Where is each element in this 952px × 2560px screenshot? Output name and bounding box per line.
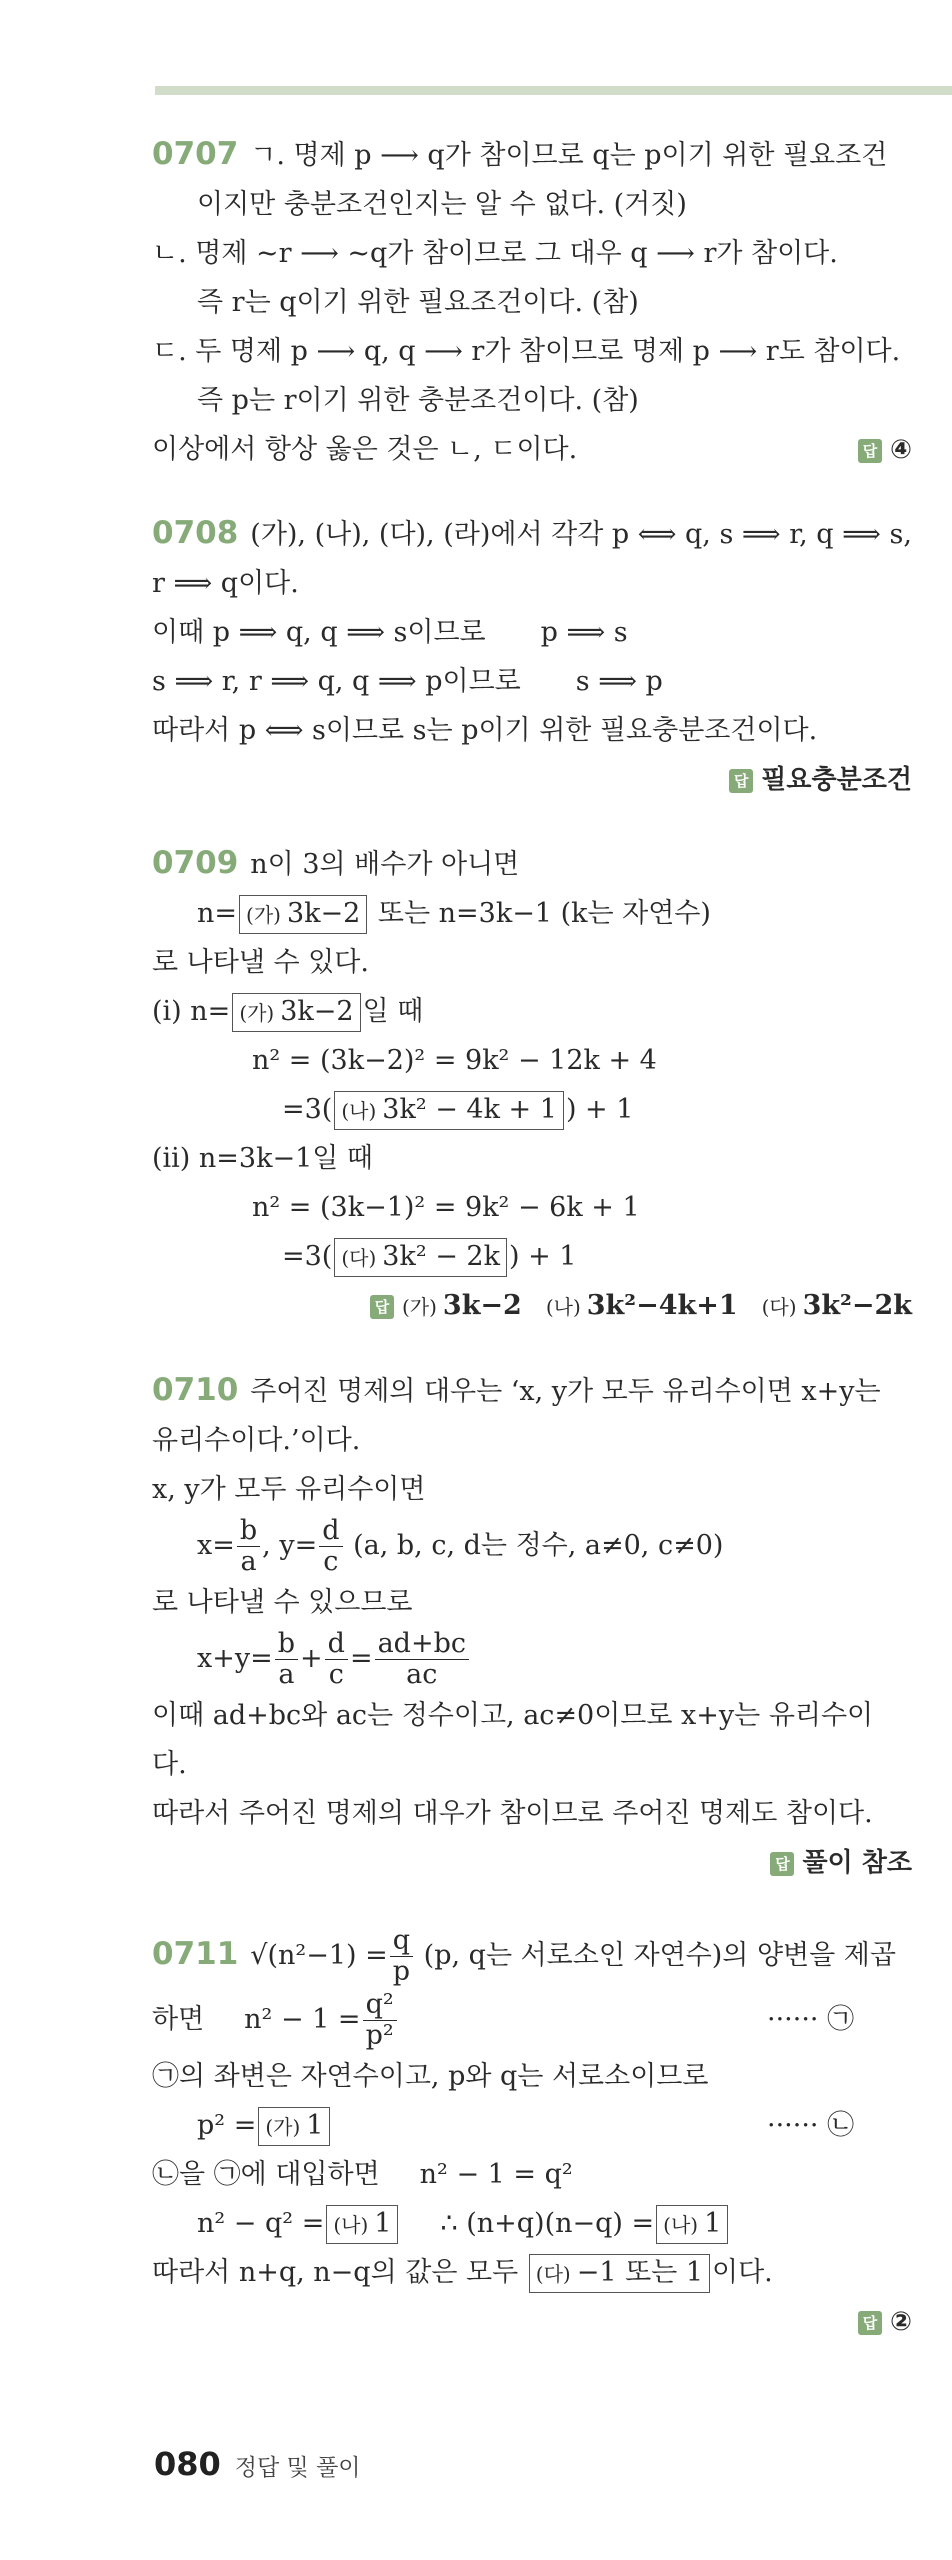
- fraction: $\frac{d}{c}$: [319, 1516, 342, 1577]
- answer-value: 3k²−2k: [802, 1290, 912, 1321]
- conclusion: p ⟹ s: [540, 617, 628, 648]
- problem-number: 0707: [152, 136, 239, 172]
- solutions-content: [152, 130, 912, 2347]
- blank-label: (다): [341, 1246, 377, 1270]
- equation-marker-2: ······ ㉡: [767, 2110, 855, 2141]
- footer-title: 정답 및 풀이: [234, 2455, 361, 2481]
- text-line: 로 나타낼 수 있다.: [152, 947, 369, 978]
- answer-0709: [152, 1281, 912, 1332]
- answer-value: ④: [889, 435, 912, 465]
- blank-box-na: (나) 1: [656, 2205, 728, 2244]
- text-line: 즉 p는 r이기 위한 충분조건이다. (참): [197, 385, 639, 416]
- fraction: $\frac{ad+bc}{ac}$: [375, 1629, 469, 1690]
- text-line: 다.: [152, 1749, 187, 1780]
- blank-box-na: (나) 1: [326, 2205, 398, 2244]
- equation-marker-1: ······ ㉠: [767, 2004, 855, 2035]
- blank-value: 3k² − 2k: [382, 1241, 500, 1272]
- blank-box-da: (다) −1 또는 1: [529, 2254, 710, 2293]
- math-text: (i) n=: [152, 996, 231, 1027]
- math-text: n² − 1 = q²: [419, 2159, 573, 2190]
- operator: =: [349, 1643, 373, 1674]
- text-line: r ⟹ q이다.: [152, 568, 299, 599]
- math-text: ∴ (n+q)(n−q) =: [440, 2208, 655, 2239]
- equation: n² = (3k−1)² = 9k² − 6k + 1: [252, 1192, 640, 1223]
- text-line: 이때 p ⟹ q, q ⟹ s이므로: [152, 617, 486, 648]
- math-text: n² − q² =: [197, 2208, 325, 2239]
- answer-0710: [152, 1838, 912, 1888]
- answer-0707: [858, 425, 912, 475]
- math-text: x+y=: [197, 1643, 273, 1674]
- math-text: 일 때: [362, 996, 424, 1027]
- text-line: 즉 r는 q이기 위한 필요조건이다. (참): [197, 287, 639, 318]
- blank-box-da: [334, 1238, 507, 1277]
- problem-number: 0709: [152, 845, 239, 881]
- math-text: =3(: [282, 1094, 333, 1125]
- page-number: 080: [154, 2445, 221, 2483]
- fraction: $\frac{d}{c}$: [325, 1629, 348, 1690]
- math-text: 이다.: [712, 2257, 773, 2288]
- text-line: x, y가 모두 유리수이면: [152, 1474, 426, 1505]
- math-text: =3(: [282, 1241, 333, 1272]
- text-line: ㉠의 좌변은 자연수이고, p와 q는 서로소이므로: [152, 2061, 709, 2092]
- fraction: $\frac{\text{q²}}{\text{p²}}$: [363, 1990, 397, 2051]
- math-text: (a, b, c, d는 정수, a≠0, c≠0): [353, 1530, 724, 1561]
- blank-label: (가): [239, 1001, 275, 1025]
- text-line: 따라서 주어진 명제의 대우가 참이므로 주어진 명제도 참이다.: [152, 1798, 873, 1829]
- text-line: 주어진 명제의 대우는 ‘x, y가 모두 유리수이면 x+y는: [250, 1376, 881, 1407]
- text-line: (가), (나), (다), (라)에서 각각 p ⟺ q, s ⟹ r, q ⟹ s,: [250, 519, 912, 550]
- blank-box-na: [334, 1091, 564, 1130]
- math-text: p² =: [197, 2110, 257, 2141]
- blank-label: (가): [246, 903, 281, 927]
- answer-value: 필요충분조건: [761, 765, 912, 795]
- text-line: (ii) n=3k−1일 때: [152, 1143, 374, 1174]
- problem-0707: [152, 130, 912, 475]
- text-line: n이 3의 배수가 아니면: [250, 849, 520, 880]
- answer-badge: 답: [729, 769, 753, 793]
- math-text: x=: [197, 1530, 235, 1561]
- answer-value: ②: [889, 2307, 912, 2337]
- answer-value: 3k−2: [442, 1290, 522, 1321]
- conclusion: s ⟹ p: [575, 666, 663, 697]
- math-text: ㉡을 ㉠에 대입하면: [152, 2159, 380, 2190]
- blank-box-ga: [232, 993, 360, 1032]
- answer-badge: 답: [370, 1295, 394, 1319]
- answer-label: (다): [761, 1295, 797, 1319]
- blank-box-ga: [239, 895, 367, 934]
- text-line: ㄴ. 명제 ~r ⟶ ~q가 참이므로 그 대우 q ⟶ r가 참이다.: [152, 238, 838, 269]
- text-line: 유리수이다.’이다.: [152, 1425, 361, 1456]
- answer-value: 3k²−4k+1: [586, 1290, 738, 1321]
- answer-value: 풀이 참조: [802, 1848, 912, 1878]
- answer-badge: 답: [770, 1852, 794, 1876]
- math-text: n² − 1 =: [244, 2004, 361, 2035]
- text-line: 이상에서 항상 옳은 것은 ㄴ, ㄷ이다.: [152, 434, 578, 465]
- blank-box-ga: (가) 1: [258, 2107, 330, 2146]
- math-text: n=: [197, 898, 238, 929]
- answer-label: (가): [401, 1295, 437, 1319]
- math-text: 따라서 n+q, n−q의 값은 모두: [152, 2257, 519, 2288]
- problem-0708: [152, 509, 912, 805]
- fraction: $\frac{b}{a}$: [275, 1629, 298, 1690]
- blank-value: 3k−2: [286, 898, 361, 929]
- fraction: $\frac{b}{a}$: [237, 1516, 260, 1577]
- problem-0711: [152, 1922, 912, 2347]
- answer-badge: 답: [858, 439, 882, 463]
- fraction: $\frac{q}{p}$: [390, 1926, 413, 1987]
- math-text: 또는 n=3k−1 (k는 자연수): [377, 898, 711, 929]
- math-text: √(n²−1) =: [250, 1940, 388, 1971]
- answer-label: (나): [545, 1295, 581, 1319]
- text-line: 이지만 충분조건인지는 알 수 없다. (거짓): [197, 189, 687, 220]
- page-footer: [154, 2445, 361, 2483]
- problem-number: 0708: [152, 515, 239, 551]
- blank-value: 3k−2: [280, 996, 354, 1027]
- text-line: ㄷ. 두 명제 p ⟶ q, q ⟶ r가 참이므로 명제 p ⟶ r도 참이다.: [152, 336, 901, 367]
- text-line: 로 나타낼 수 있으므로: [152, 1587, 413, 1618]
- answer-0708: [152, 755, 912, 805]
- top-rule: [155, 86, 952, 95]
- problem-0709: [152, 839, 912, 1332]
- answer-0711: [152, 2297, 912, 2347]
- operator: +: [300, 1643, 323, 1674]
- math-text: ) + 1: [508, 1241, 577, 1272]
- text-line: s ⟹ r, r ⟹ q, q ⟹ p이므로: [152, 666, 521, 697]
- math-text: ) + 1: [565, 1094, 634, 1125]
- text-line: 이때 ad+bc와 ac는 정수이고, ac≠0이므로 x+y는 유리수이: [152, 1700, 874, 1731]
- math-text: (p, q는 서로소인 자연수)의 양변을 제곱: [423, 1940, 896, 1971]
- text-line: ㄱ. 명제 p ⟶ q가 참이므로 q는 p이기 위한 필요조건: [250, 140, 888, 171]
- text-line: 따라서 p ⟺ s이므로 s는 p이기 위한 필요충분조건이다.: [152, 715, 818, 746]
- blank-value: 3k² − 4k + 1: [382, 1094, 557, 1125]
- problem-number: 0710: [152, 1372, 239, 1408]
- equation: n² = (3k−2)² = 9k² − 12k + 4: [252, 1045, 657, 1076]
- blank-label: (나): [341, 1099, 377, 1123]
- math-text: 하면: [152, 2004, 205, 2035]
- problem-0710: [152, 1366, 912, 1888]
- answer-badge: 답: [858, 2311, 882, 2335]
- math-text: , y=: [262, 1530, 318, 1561]
- problem-number: 0711: [152, 1936, 239, 1972]
